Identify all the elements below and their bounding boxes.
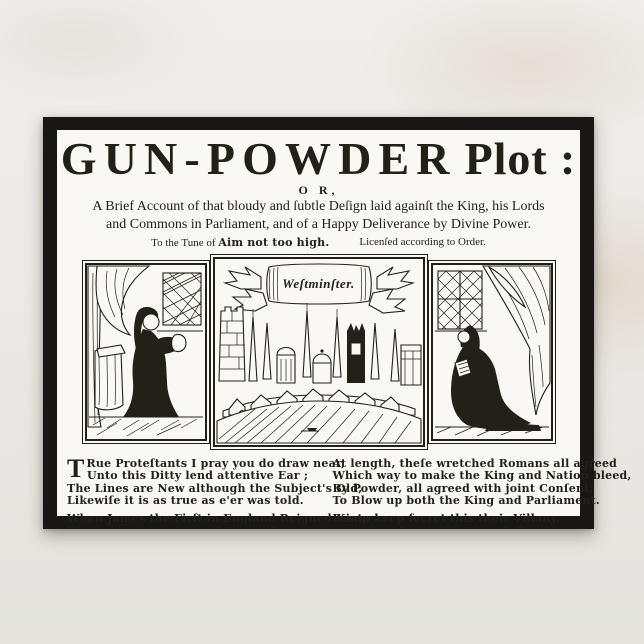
verse-line: To Blow up both the King and Parliament. [332,494,600,508]
verse-dropcap: T [67,454,85,483]
subtitle-line-2: and Commons in Parliament, and of a Happy Deliverance by Divine Power. [106,217,531,232]
verse-line: Which way to make the King and Nation bleed, [332,469,632,483]
verse-line: T Rue Proteſtants I pray you do draw near, [67,454,346,483]
woodcut-panel-right [431,263,553,441]
verse-line: Unto this Ditty lend attentive Ear ; [87,469,309,483]
or-divider: O R, [298,183,339,197]
woodcut-panel-center [213,257,425,447]
tune-name: Aim not too high. [218,236,330,249]
verse-line: For to keep ſecret this their Villany, [332,511,561,525]
kneeling-man-woodcut-illustration [87,265,205,439]
verse-right-column [319,457,632,525]
verse-line: The Lines are New although the Subject's Old, [67,481,363,495]
verse-line: By Powder, all agreed with joint Conſent, [332,481,594,495]
verse-line: At length, theſe wretched Romans all agreed [332,457,618,470]
tune-line [151,236,329,250]
title-main: GUN-POWDER [60,133,457,184]
woodcut-panel-left [85,263,207,441]
postcard-frame [43,117,632,529]
verse-line: Likewiſe it is as true as e'er was told. [67,494,304,508]
woodcut-panel-row [57,255,580,449]
verse-section [57,454,632,525]
imprint-row [57,236,580,250]
subtitle-line-1: A Brief Account of that bloudy and ſubtle Deſign laid againſt the King, his Lords [92,199,545,214]
westminster-banner-label: Weſtminſter. [282,276,355,291]
title-tail: Plot : [464,133,577,184]
verse-line: When James the Firſt in England Reigned King, [67,511,371,525]
tune-prefix: To the Tune of [151,237,216,249]
broadside-paper [57,130,632,525]
page-title [57,135,580,183]
kneeling-woman-woodcut-illustration [433,265,551,439]
license-note: Licenſed according to Order. [359,236,486,248]
verse-left-column [57,454,371,525]
masthead [57,135,580,250]
